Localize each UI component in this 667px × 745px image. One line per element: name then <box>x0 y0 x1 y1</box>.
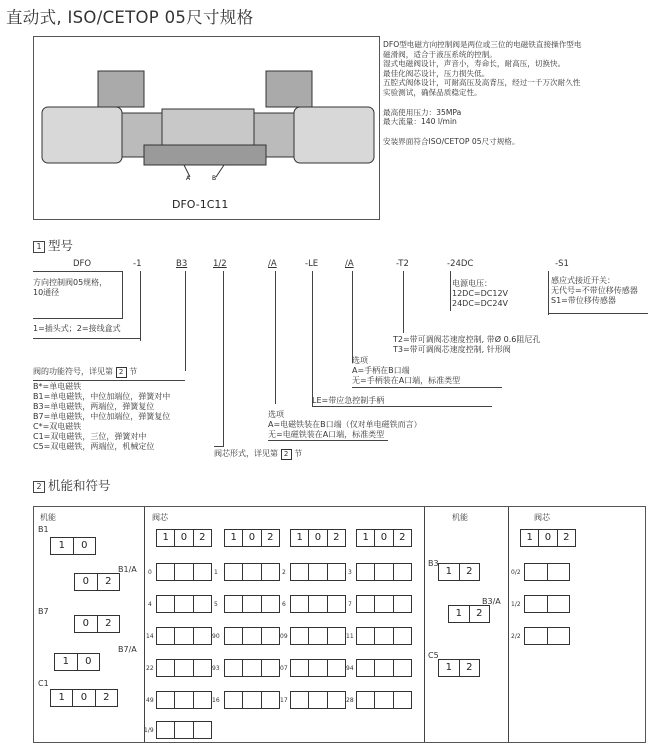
function-symbol: 1 2 <box>438 659 480 677</box>
function-symbol: 1 2 <box>448 605 490 623</box>
code-part: /A <box>345 259 354 269</box>
solenoid-position: 选项 A=电磁铁装在B口端（仅对单电磁铁而言） 无=电磁铁装在A口端，标准类型 <box>268 410 422 439</box>
col-function-2: 机能 <box>452 513 468 522</box>
desc-paragraph: 五腔式阀体设计，可耐高压及高背压，经过一千万次耐久性实验测试，确保品质稳定性。 <box>383 78 581 97</box>
function-label: B3/A <box>482 597 501 606</box>
spool-header: 1 0 2 <box>290 529 346 547</box>
function-label: B3 <box>428 559 439 568</box>
spool-symbol <box>524 563 570 581</box>
function-label: C5 <box>428 651 439 660</box>
spool-symbol <box>356 627 412 645</box>
svg-text:B: B <box>212 175 217 182</box>
code-part: B3 <box>176 259 188 269</box>
function-intro: 阀的功能符号，详见第 2 节 <box>33 367 138 376</box>
spool-symbol <box>356 691 412 709</box>
function-symbol: 1 0 2 <box>50 689 118 707</box>
code-part: /A <box>268 259 277 269</box>
spool-symbol <box>224 563 280 581</box>
function-symbol-table: 机能 阀芯 机能 阀芯 B1 1 0 B1/A 0 2 B7 0 2 B7/A 1 0 C1 1 0 2 1 0 2 1 0 2 1 0 2 1 0 2 0 1 2 3 4 5 6 7 14 90 09 11 22 93 07 94 49 16 17 28 1/9 B3 1 2 B3/A 1 2 C5 1 2 1 0 2 0/2 1/2 2/2 <box>33 506 646 743</box>
code-part: -LE <box>305 259 319 269</box>
col-spool-2: 阀芯 <box>534 513 550 522</box>
spool-symbol <box>290 691 346 709</box>
spool-symbol <box>290 659 346 677</box>
desc-paragraph: 湿式电磁阀设计，声音小，寿命长，耐高压，切换快。 <box>383 59 566 69</box>
code-part: -S1 <box>555 259 569 269</box>
spool-symbol <box>224 659 280 677</box>
page-title: 直动式, ISO/CETOP 05尺寸规格 <box>6 8 254 27</box>
spool-symbol <box>224 691 280 709</box>
col-spool: 阀芯 <box>152 513 168 522</box>
sensor-option: 感应式接近开关： 无代号=不带位移传感器 S1=带位移传感器 <box>551 276 638 305</box>
spool-symbol <box>156 595 212 613</box>
spool-symbol <box>156 563 212 581</box>
svg-text:A: A <box>186 175 191 182</box>
manual-override: LE=带应急控制手柄 <box>312 396 385 405</box>
spool-symbol <box>224 595 280 613</box>
spool-symbol <box>290 595 346 613</box>
function-symbol: 0 2 <box>74 573 120 591</box>
function-label: B7 <box>38 607 49 616</box>
spool-symbol <box>224 627 280 645</box>
spool-header: 1 0 2 <box>520 529 576 547</box>
figure-caption: DFO-1C11 <box>172 198 229 211</box>
spool-symbol <box>156 691 212 709</box>
spool-symbol <box>356 659 412 677</box>
max-flow: 最大流量：140 l/min <box>383 117 457 127</box>
code-part: DFO <box>73 259 92 269</box>
handle-option: 选项 A=手柄在B口端 无=手柄装在A口端，标准类型 <box>352 356 461 385</box>
product-description <box>383 40 588 146</box>
section2-heading <box>33 476 111 494</box>
function-symbol: 0 2 <box>74 615 120 633</box>
section-number: 1 <box>33 241 45 253</box>
function-symbol: 1 0 <box>50 537 96 555</box>
spool-symbol <box>290 563 346 581</box>
spool-symbol <box>356 563 412 581</box>
function-symbol: 1 0 <box>54 653 100 671</box>
spool-symbol <box>356 595 412 613</box>
code-part: -1 <box>133 259 142 269</box>
function-label: C1 <box>38 679 49 688</box>
spool-symbol <box>156 659 212 677</box>
function-label: B1 <box>38 525 49 534</box>
desc-paragraph: DFO型电磁方向控制阀是两位或三位的电磁铁直接操作型电磁滑阀，适合于液压系统的控制。 <box>383 40 582 59</box>
dfo-desc: 方向控制阀05规格， 10通径 <box>33 278 108 297</box>
voltage-option: 电源电压： 12DC=DC12V 24DC=DC24V <box>452 279 509 308</box>
section-title: 机能和符号 <box>48 478 111 493</box>
spool-intro: 阀芯形式，详见第 2 节 <box>214 449 303 458</box>
throttle-option: T2=带可调阀芯速度控制, 带Ø 0.6阻尼孔 T3=带可调阀芯速度控制, 针形阀 <box>393 335 541 354</box>
section-title: 型号 <box>48 238 74 253</box>
spool-header: 1 0 2 <box>224 529 280 547</box>
function-label: B1/A <box>118 565 137 574</box>
spool-symbol <box>156 627 212 645</box>
code-part: -T2 <box>396 259 409 269</box>
mounting-standard: 安装界面符合ISO/CETOP 05尺寸规格。 <box>383 136 520 146</box>
col-function: 机能 <box>40 513 56 522</box>
spool-symbol <box>524 627 570 645</box>
code-part: 1/2 <box>213 259 227 269</box>
section-number: 2 <box>33 481 45 493</box>
connector-type: 1=插头式；2=接线盒式 <box>33 324 121 333</box>
function-label: B7/A <box>118 645 137 654</box>
section1-heading <box>33 236 73 254</box>
function-list: B*=单电磁铁 B1=单电磁铁，中位加端位，弹簧对中 B3=单电磁铁，两端位，弹簧复位 B7=单电磁铁，中位加端位，弹簧复位 C*=双电磁铁 C1=双电磁铁，三位，弹簧对中 C5=双电磁铁，两端位，机械定位 <box>33 382 171 451</box>
spool-header: 1 0 2 <box>156 529 212 547</box>
code-part: -24DC <box>447 259 474 269</box>
spool-header: 1 0 2 <box>356 529 412 547</box>
max-pressure: 最高使用压力：35MPa <box>383 107 462 117</box>
valve-illustration <box>34 37 379 219</box>
function-symbol: 1 2 <box>438 563 480 581</box>
product-image <box>33 36 380 220</box>
spool-symbol <box>156 721 212 739</box>
desc-paragraph: 最佳化阀芯设计，压力损失低。 <box>383 68 490 78</box>
spool-symbol <box>290 627 346 645</box>
spool-symbol <box>524 595 570 613</box>
